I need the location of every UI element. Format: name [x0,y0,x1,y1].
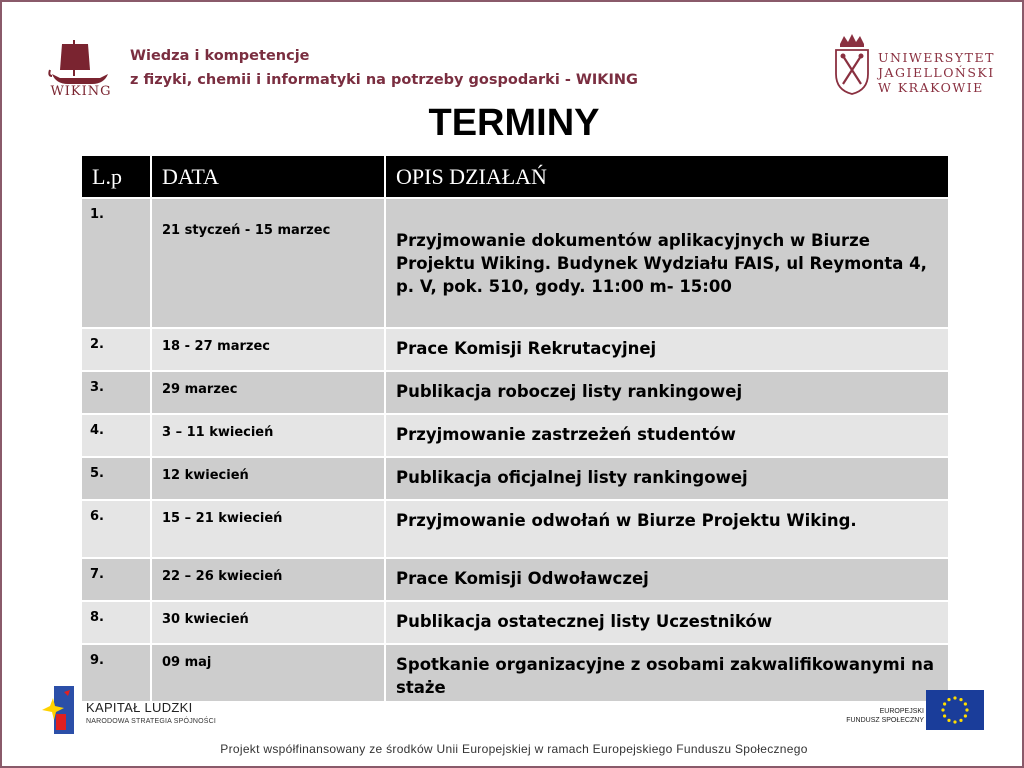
row-lp: 4. [81,414,151,457]
efs-line-1: EUROPEJSKI [879,708,924,715]
page-title: TERMINY [428,102,600,144]
wiking-logo-text: WIKING [50,84,112,99]
header-description: OPIS DZIAŁAŃ [385,155,949,198]
row-lp: 7. [81,558,151,601]
row-date: 18 - 27 marzec [151,328,385,371]
header-lp: L.p [81,155,151,198]
eu-star-icon [959,698,962,701]
row-description: Publikacja oficjalnej listy rankingowej [385,457,949,500]
table-header-row [81,155,949,198]
table-row [81,328,949,371]
header-title-line1: Wiedza i kompetencje [130,48,310,64]
terms-table [80,154,950,703]
table-row [81,371,949,414]
eu-star-icon [953,696,956,699]
efs-line-2: FUNDUSZ SPOŁECZNY [846,717,924,724]
row-description: Przyjmowanie dokumentów aplikacyjnych w Biurze Projektu Wiking. Budynek Wydziału FAIS, ul Reymonta 4, p. V, pok. 510, gody. 11:00 m- 15:00 [385,198,949,328]
row-date: 3 – 11 kwiecień [151,414,385,457]
eu-star-icon [965,708,968,711]
table-row [81,601,949,644]
row-date: 22 – 26 kwiecień [151,558,385,601]
row-description: Prace Komisji Odwoławczej [385,558,949,601]
uj-line-1: UNIWERSYTET [878,50,995,65]
table-row [81,644,949,702]
uj-logo-text [878,50,995,95]
header-date: DATA [151,155,385,198]
row-description: Prace Komisji Rekrutacyjnej [385,328,949,371]
row-lp: 3. [81,371,151,414]
kapital-ludzki-logo [40,684,76,738]
row-date: 15 – 21 kwiecień [151,500,385,558]
eu-star-icon [941,708,944,711]
row-date: 30 kwiecień [151,601,385,644]
eu-star-icon [964,702,967,705]
row-date: 29 marzec [151,371,385,414]
row-description: Publikacja ostatecznej listy Uczestników [385,601,949,644]
footer-text: Projekt współfinansowany ze środków Unii Europejskiej w ramach Europejskiego Funduszu Społecznego [220,742,808,756]
row-lp: 9. [81,644,151,702]
eu-star-icon [953,720,956,723]
uj-crest-logo [832,34,872,96]
eu-star-icon [943,714,946,717]
row-lp: 6. [81,500,151,558]
table-row [81,414,949,457]
kapital-ludzki-subtitle: NARODOWA STRATEGIA SPÓJNOŚCI [86,718,217,725]
header-title-line2: z fizyki, chemii i informatyki na potrzeby gospodarki - WIKING [130,72,638,88]
eu-star-icon [964,714,967,717]
table-row [81,558,949,601]
eu-star-icon [943,702,946,705]
table-row [81,500,949,558]
row-lp: 1. [81,198,151,328]
uj-line-2: JAGIELLOŃSKI [878,65,995,80]
eu-star-icon [947,698,950,701]
eu-star-icon [959,719,962,722]
row-description: Przyjmowanie odwołań w Biurze Projektu Wiking. [385,500,949,558]
row-description: Spotkanie organizacyjne z osobami zakwalifikowanymi na staże [385,644,949,702]
row-date: 12 kwiecień [151,457,385,500]
eu-star-icon [947,719,950,722]
row-description: Publikacja roboczej listy rankingowej [385,371,949,414]
row-date: 21 styczeń - 15 marzec [151,198,385,328]
eu-flag-icon [926,690,984,730]
row-date: 09 maj [151,644,385,702]
row-lp: 8. [81,601,151,644]
table-row [81,457,949,500]
uj-line-3: W KRAKOWIE [878,80,984,95]
row-lp: 5. [81,457,151,500]
row-description: Przyjmowanie zastrzeżeń studentów [385,414,949,457]
table-row [81,198,949,328]
efs-text [838,707,924,725]
kapital-ludzki-title: KAPITAŁ LUDZKI [86,700,193,715]
row-lp: 2. [81,328,151,371]
